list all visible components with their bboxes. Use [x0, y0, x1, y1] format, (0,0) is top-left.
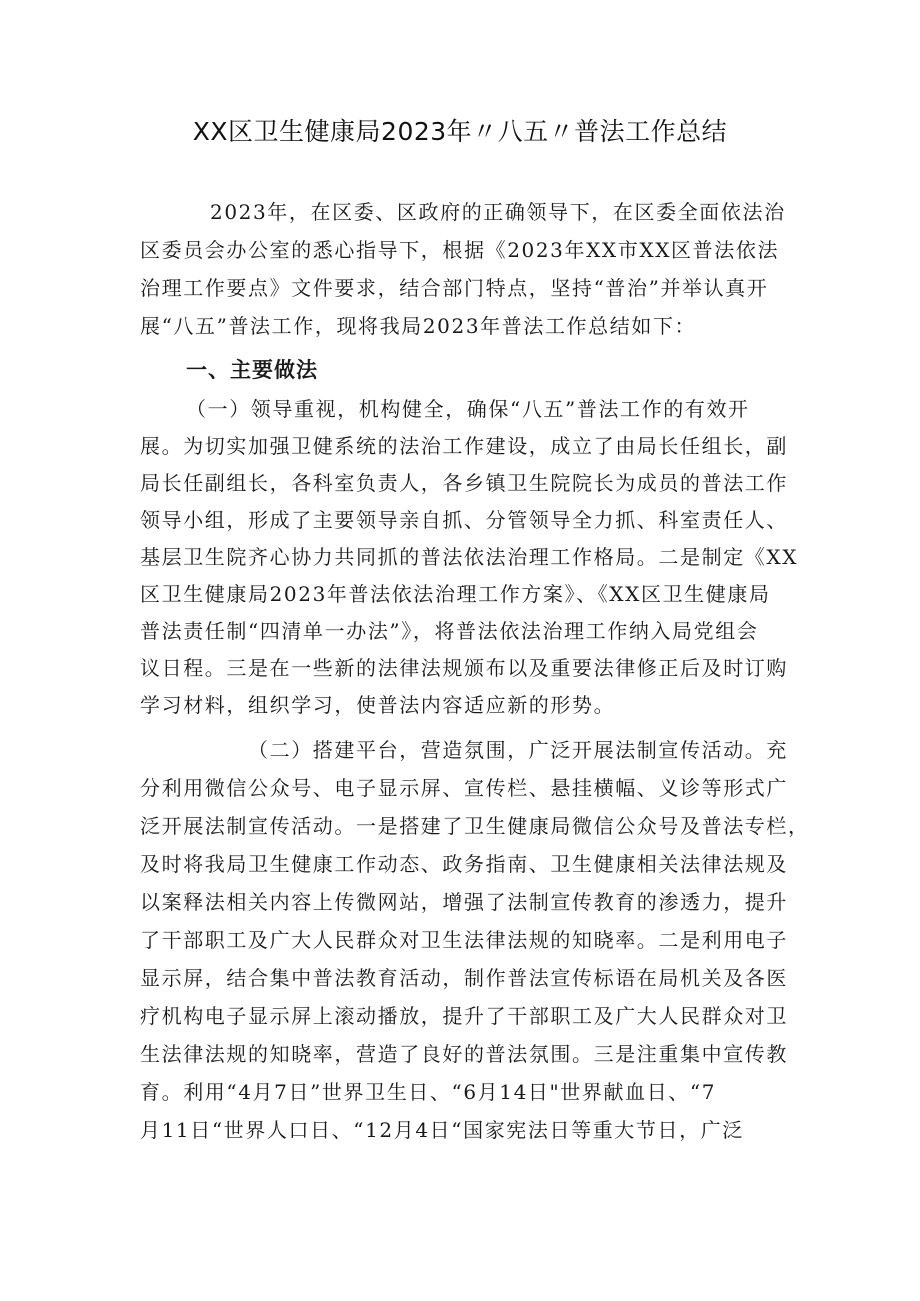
section1-line: 局长任副组长，各科室负责人，各乡镇卫生院院长为成员的普法工作	[140, 471, 788, 495]
section2-line: 泛开展法制宣传活动。一是搭建了卫生健康局微信公众号及普法专栏，	[140, 814, 810, 838]
section1-line: 区卫生健康局2023年普法依法治理工作方案》、《XX区卫生健康局	[140, 582, 771, 606]
section1-line: （一）领导重视，机构健全，确保“八五”普法工作的有效开	[186, 397, 750, 421]
intro-line: 展“八五”普法工作，现将我局2023年普法工作总结如下：	[140, 314, 697, 338]
intro-line: 2023年，在区委、区政府的正确领导下，在区委全面依法治	[210, 200, 786, 224]
section2-line: 生法律法规的知晓率，营造了良好的普法氛围。三是注重集中宣传教	[140, 1042, 788, 1066]
section1-line: 基层卫生院齐心协力共同抓的普法依法治理工作格局。二是制定《XX	[140, 545, 799, 569]
section2-line: 了干部职工及广大人民群众对卫生法律法规的知晓率。二是利用电子	[140, 928, 788, 952]
section1-line: 议日程。三是在一些新的法律法规颁布以及重要法律修正后及时订购	[140, 656, 788, 680]
section2-line: 育。利用“4月7日”世界卫生日、“6月14日"世界献血日、“7	[140, 1080, 717, 1104]
section2-line: 月11日“世界人口日、“12月4日“国家宪法日等重大节日，广泛	[140, 1118, 744, 1142]
section2-line: 及时将我局卫生健康工作动态、政务指南、卫生健康相关法律法规及	[140, 852, 788, 876]
section2-line: 疗机构电子显示屏上滚动播放，提升了干部职工及广大人民群众对卫	[140, 1004, 788, 1028]
section1-line: 领导小组，形成了主要领导亲自抓、分管领导全力抓、科室责任人、	[140, 508, 788, 532]
section2-line: 分利用微信公众号、电子显示屏、宣传栏、悬挂横幅、义诊等形式广	[140, 776, 788, 800]
document-title: XX区卫生健康局2023年〃八五〃普法工作总结	[192, 117, 728, 146]
intro-line: 治理工作要点》文件要求，结合部门特点，坚持“普治”并举认真开	[140, 276, 769, 300]
section1-line: 学习材料，组织学习，使普法内容适应新的形势。	[140, 693, 616, 717]
section2-line: （二）搭建平台，营造氛围，广泛开展法制宣传活动。充	[248, 738, 788, 762]
intro-line: 区委员会办公室的悉心指导下，根据《2023年XX市XX区普法依法	[140, 238, 780, 262]
section2-line: 显示屏，结合集中普法教育活动，制作普法宣传标语在局机关及各医	[140, 966, 788, 990]
section-heading: 一、主要做法	[186, 358, 318, 382]
section2-line: 以案释法相关内容上传微网站，增强了法制宣传教育的渗透力，提升	[140, 890, 788, 914]
section1-line: 普法责任制“四清单一办法”》，将普法依法治理工作纳入局党组会	[140, 619, 759, 643]
section1-line: 展。为切实加强卫健系统的法治工作建设，成立了由局长任组长，副	[140, 434, 788, 458]
